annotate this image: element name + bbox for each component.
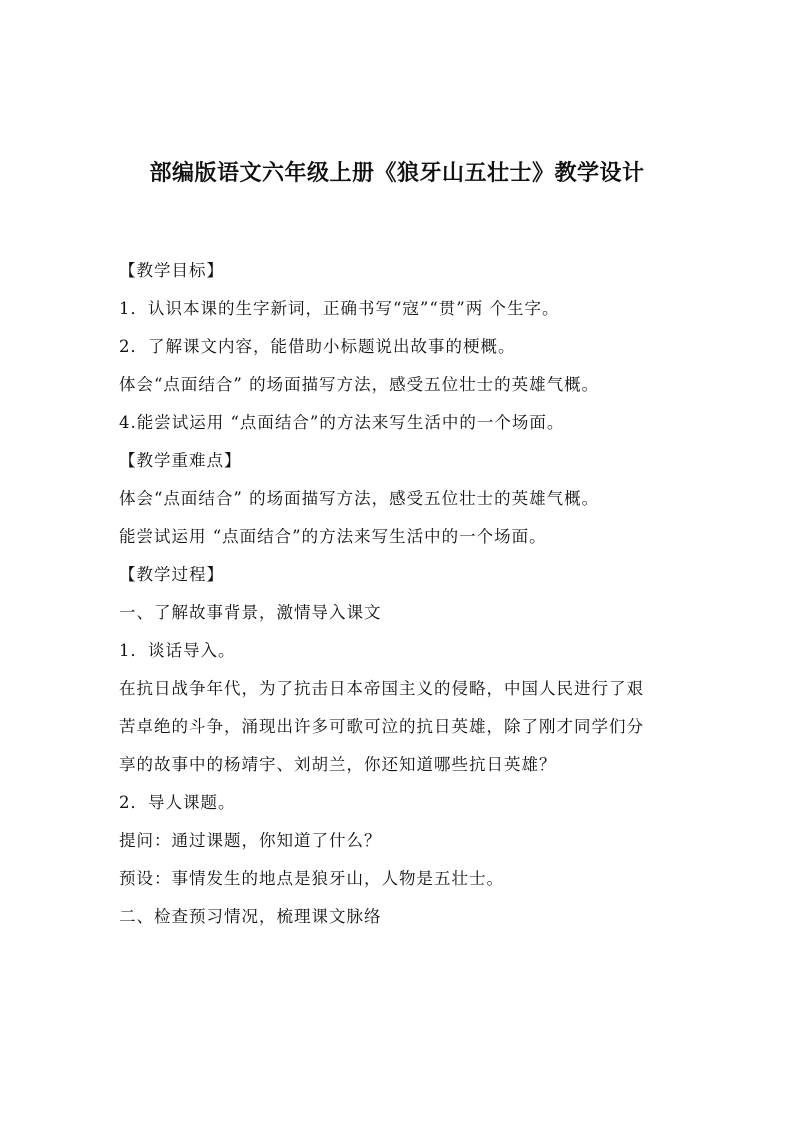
question-line: 提问：通过课题，你知道了什么？	[119, 831, 382, 850]
section-heading-objectives: 【教学目标】	[119, 261, 224, 280]
document-body	[119, 252, 699, 936]
paragraph-line: 享的故事中的杨靖宇、刘胡兰，你还知道哪些抗日英雄？	[119, 755, 557, 774]
process-step-1: 1．谈话导入。	[119, 641, 236, 660]
objective-item-3: 体会“点面结合” 的场面描写方法，感受五位壮士的英雄气概。	[119, 375, 600, 394]
process-part-1-heading: 一、了解故事背景，激情导入课文	[119, 603, 382, 622]
answer-line: 预设：事情发生的地点是狼牙山，人物是五壮士。	[119, 869, 504, 888]
paragraph-line: 苦卓绝的斗争，涌现出许多可歌可泣的抗日英雄，除了刚才同学们分	[119, 717, 644, 736]
key-point-1: 体会“点面结合” 的场面描写方法，感受五位壮士的英雄气概。	[119, 489, 600, 508]
process-step-2: 2．导人课题。	[119, 793, 236, 812]
objective-item-4: 4.能尝试运用 “点面结合”的方法来写生活中的一个场面。	[119, 413, 565, 432]
section-heading-process: 【教学过程】	[119, 565, 224, 584]
section-heading-key-points: 【教学重难点】	[119, 451, 242, 470]
objective-item-1: 1．认识本课的生字新词，正确书写“寇”“贯”两 个生字。	[119, 299, 560, 318]
paragraph-line: 在抗日战争年代，为了抗击日本帝国主义的侵略，中国人民进行了艰	[119, 679, 644, 698]
key-point-2: 能尝试运用 “点面结合”的方法来写生活中的一个场面。	[119, 527, 547, 546]
objective-item-2: 2．了解课文内容，能借助小标题说出故事的梗概。	[119, 337, 516, 356]
process-part-2-heading: 二、检查预习情况，梳理课文脉络	[119, 907, 382, 926]
document-title: 部编版语文六年级上册《狼牙山五壮士》教学设计	[149, 161, 645, 186]
